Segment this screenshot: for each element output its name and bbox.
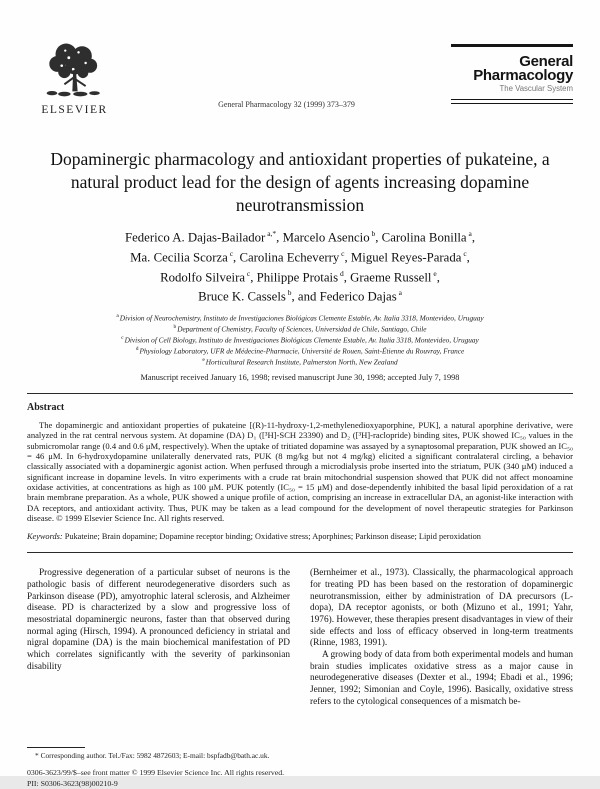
footnote-marker: * bbox=[35, 750, 39, 760]
author-affil-mark: a bbox=[466, 229, 472, 238]
article-title: Dopaminergic pharmacology and antioxidant properties of pukateine, a natural product lead for the design of agents increasing dopamine neurotransmission bbox=[50, 149, 550, 215]
divider-rule bbox=[27, 552, 573, 553]
manuscript-history: Manuscript received January 16, 1998; revised manuscript June 30, 1998; accepted July 7, 1998 bbox=[140, 373, 460, 383]
author-affil-mark: d bbox=[338, 268, 344, 278]
author-affil-mark: b bbox=[285, 288, 292, 298]
abstract-heading: Abstract bbox=[27, 402, 65, 414]
author: Ma. Cecilia Scorza bbox=[130, 250, 228, 265]
footnote-text: Corresponding author. Tel./Fax: 5982 4872603; E-mail: bspfadb@bath.ac.uk. bbox=[40, 750, 270, 760]
author-affil-mark: c bbox=[339, 248, 345, 258]
affiliation-line: $^e$Horticultural Research Institute, Palmerston North, New Zealand bbox=[202, 357, 398, 367]
corresponding-author-footnote bbox=[27, 747, 290, 760]
author-affil-mark: e bbox=[431, 268, 437, 278]
author-affil-mark: b bbox=[369, 229, 376, 238]
author-affil-mark: a,* bbox=[265, 229, 277, 238]
author: Federico Dajas bbox=[319, 289, 397, 304]
author: Federico A. Dajas-Bailador bbox=[124, 230, 266, 245]
author: Carolina Bonilla bbox=[381, 230, 467, 245]
keywords-text: Pukateine; Brain dopamine; Dopamine receptor binding; Oxidative stress; Aporphines; Parkinson disease; Lipid peroxidation bbox=[64, 532, 481, 542]
logo-top-rule bbox=[451, 44, 573, 47]
author-line: Bruce K. Cassels $^b$, and Federico Dajas $^a$ bbox=[198, 288, 402, 304]
author-line: Rodolfo Silveira $^c$, Philippe Protais $^d$, Graeme Russell $^e$, bbox=[160, 268, 440, 284]
affiliation-line: $^a$Division of Neurochemistry, Instituto de Investigaciones Biológicas Clemente Estable, Av. Italia 3318, Montevideo, Uruguay bbox=[116, 313, 484, 323]
author: Carolina Echeverry bbox=[239, 250, 340, 265]
publisher-name: ELSEVIER bbox=[41, 104, 108, 116]
author: Philippe Protais bbox=[256, 269, 339, 284]
publisher-block bbox=[27, 40, 122, 116]
keywords-line bbox=[27, 532, 573, 541]
keywords-label: Keywords: bbox=[27, 532, 63, 542]
author-affil-mark: c bbox=[245, 268, 251, 278]
author-line: Federico A. Dajas-Bailador $^{a,*}$, Marcelo Asencio $^b$, Carolina Bonilla $^a$, bbox=[124, 229, 476, 245]
issn-line: 0306-3623/99/$–see front matter © 1999 Elsevier Science Inc. All rights reserved. bbox=[27, 768, 285, 778]
page-header bbox=[27, 40, 573, 124]
author: Bruce K. Cassels bbox=[198, 289, 286, 304]
journal-logo-tagline: The Vascular System bbox=[499, 84, 573, 93]
abstract-text: The dopaminergic and antioxidant properties of pukateine [(R)-11-hydroxy-1,2-methylenedioxyaporphine, PUK], a natural aporphine derivative, were analyzed in the rat central nervous system. At dopamine (DA) D₁ ([³H]-SCH 23390) and D₂ ([³H]-raclopride) binding sites, PUK showed IC₅₀ values in the submicromolar range (0.4 and 0.6 μM, respectively). When the uptake of tritiated dopamine was assayed by a synaptosomal preparation, PUK showed an IC₅₀ = 46 μM. In 6-hydroxydopamine unilaterally denervated rats, PUK (8 mg/kg but not 4 mg/kg) elicited a significant contralateral circling, a behavior classically associated with a dopaminergic agonist action. When perfused through a microdialysis probe inserted into the striatum, PUK (340 μM) induced a significant increase in dopamine levels. In vitro experiments with a crude rat brain mitochondrial suspension showed that PUK did not affect monoamine oxidase activities, at concentrations as high as 100 μM. PUK potently (IC₅₀ = 15 μM) and dose-dependently inhibited the basal lipid peroxidation of a rat brain membrane preparation. As a whole, PUK showed a unique profile of action, comprising an increase in extracellular DA, an agonist-like interaction with DA receptors, and antioxidant activity. Thus, PUK may be taken as a lead compound for the development of novel therapeutic strategies for Parkinson disease. © 1999 Elsevier Science Inc. All rights reserved. bbox=[27, 420, 573, 523]
author-affil-mark: c bbox=[227, 248, 234, 258]
journal-logo-line1: General bbox=[519, 53, 573, 70]
left-column bbox=[27, 568, 290, 760]
author-affil-mark: a bbox=[396, 288, 402, 298]
elsevier-tree-logo bbox=[39, 40, 111, 102]
author-line: Ma. Cecilia Scorza $^c$, Carolina Echeverry $^c$, Miguel Reyes-Parada $^c$, bbox=[130, 248, 470, 265]
body-columns bbox=[27, 568, 573, 760]
affiliation-line: $^c$Division of Cell Biology, Instituto de Investigaciones Biológicas Clemente Estable, Av. Italia 3318, Montevideo, Uruguay bbox=[121, 335, 479, 345]
body-paragraph: Progressive degeneration of a particular subset of neurons is the pathologic basis of different neurodegenerative disorders such as Parkinson disease (PD), amyotrophic lateral sclerosis, and Alzheimer disease. PD is characterized by a slow and progressive loss of mesostriatal dopaminergic neurons, faster than that observed during normal aging (Hirsch, 1994). A pronounced deficiency in striatal and nigral dopamine (DA) is the main biochemical manifestation of PD which correlates significantly with the severity of parkinsonian disability bbox=[27, 568, 290, 672]
journal-logo-line2: Pharmacology bbox=[473, 67, 573, 84]
author-list bbox=[27, 226, 573, 305]
logo-bottom-rule bbox=[451, 99, 573, 104]
body-paragraph: (Bernheimer et al., 1973). Classically, the pharmacological approach for treating PD has been based on the restoration of dopaminergic neurotransmission, either by administration of DA precursors (L-dopa), DA receptor agonists, or both (Mizuno et al., 1991; Yahr, 1976). However, these therapies present disadvantages in view of their side effects and loss of efficacy observed in long-term treatments (Rinne, 1983, 1991). bbox=[310, 568, 573, 649]
journal-citation: General Pharmacology 32 (1999) 373–379 bbox=[218, 100, 355, 109]
author: Marcelo Asencio bbox=[282, 230, 370, 245]
affiliation-line: $^d$Physiology Laboratory, UFR de Médecine-Pharmacie, Université de Rouen, Saint-Étienne du Rouvray, France bbox=[135, 346, 465, 356]
right-column bbox=[310, 568, 573, 760]
affiliations bbox=[27, 312, 573, 367]
author-affil-mark: c bbox=[461, 248, 467, 258]
body-paragraph: A growing body of data from both experimental models and human brain studies implicates oxidative stress as a major cause in neurodegenerative diseases (Dexter et al., 1994; Ebadi et al., 1996; Jenner, 1992; Simonian and Coyle, 1996). Basically, oxidative stress refers to the cytological consequences of a mismatch be- bbox=[310, 650, 573, 707]
journal-logo bbox=[451, 44, 573, 104]
author: Rodolfo Silveira bbox=[160, 269, 246, 284]
author: Graeme Russell bbox=[350, 269, 432, 284]
affiliation-line: $^b$Department of Chemistry, Faculty of Sciences, Universidad de Chile, Santiago, Chile bbox=[173, 324, 427, 334]
pii-line: PII: S0306-3623(98)00210-9 bbox=[27, 778, 118, 788]
footnote-rule bbox=[27, 747, 85, 748]
copyright-footer bbox=[27, 768, 573, 789]
author: Miguel Reyes-Parada bbox=[350, 250, 462, 265]
divider-rule bbox=[27, 393, 573, 394]
